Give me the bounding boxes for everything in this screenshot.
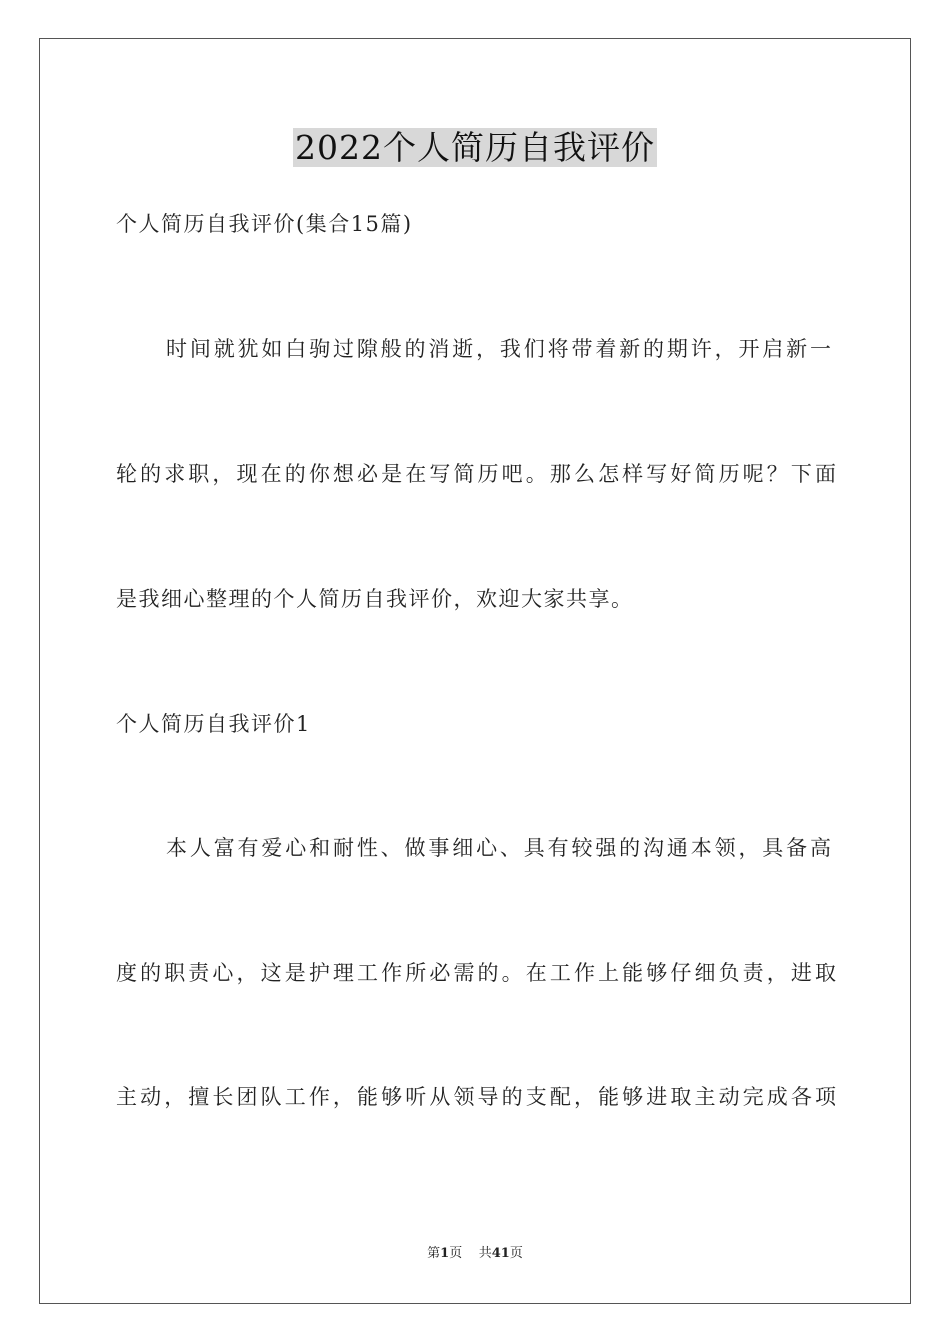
footer-total-suffix: 页: [509, 1246, 523, 1261]
document-title: [0, 124, 950, 172]
footer-page-number: 1: [440, 1246, 450, 1261]
paragraph-1-line-2: 轮的求职，现在的你想必是在写简历吧。那么怎样写好简历呢？下面: [116, 462, 836, 486]
section-heading-1: 个人简历自我评价1: [116, 712, 311, 736]
paragraph-2-line-1: 本人富有爱心和耐性、做事细心、具有较强的沟通本领，具备高: [166, 836, 831, 860]
paragraph-1-line-1: 时间就犹如白驹过隙般的消逝，我们将带着新的期许，开启新一: [166, 337, 831, 361]
paragraph-1-line-3: 是我细心整理的个人简历自我评价，欢迎大家共享。: [116, 587, 634, 611]
document-subtitle: 个人简历自我评价(集合15篇): [116, 212, 413, 236]
footer-page-suffix: 页: [449, 1246, 463, 1261]
footer-total-prefix: 共: [478, 1246, 492, 1261]
page-footer: [0, 1245, 950, 1263]
footer-page-prefix: 第: [427, 1246, 441, 1261]
paragraph-2-line-2: 度的职责心，这是护理工作所必需的。在工作上能够仔细负责，进取: [116, 961, 836, 985]
paragraph-2-line-3: 主动，擅长团队工作，能够听从领导的支配，能够进取主动完成各项: [116, 1085, 836, 1109]
footer-total-pages: 41: [491, 1246, 510, 1261]
document-title-text: 2022个人简历自我评价: [295, 128, 655, 167]
